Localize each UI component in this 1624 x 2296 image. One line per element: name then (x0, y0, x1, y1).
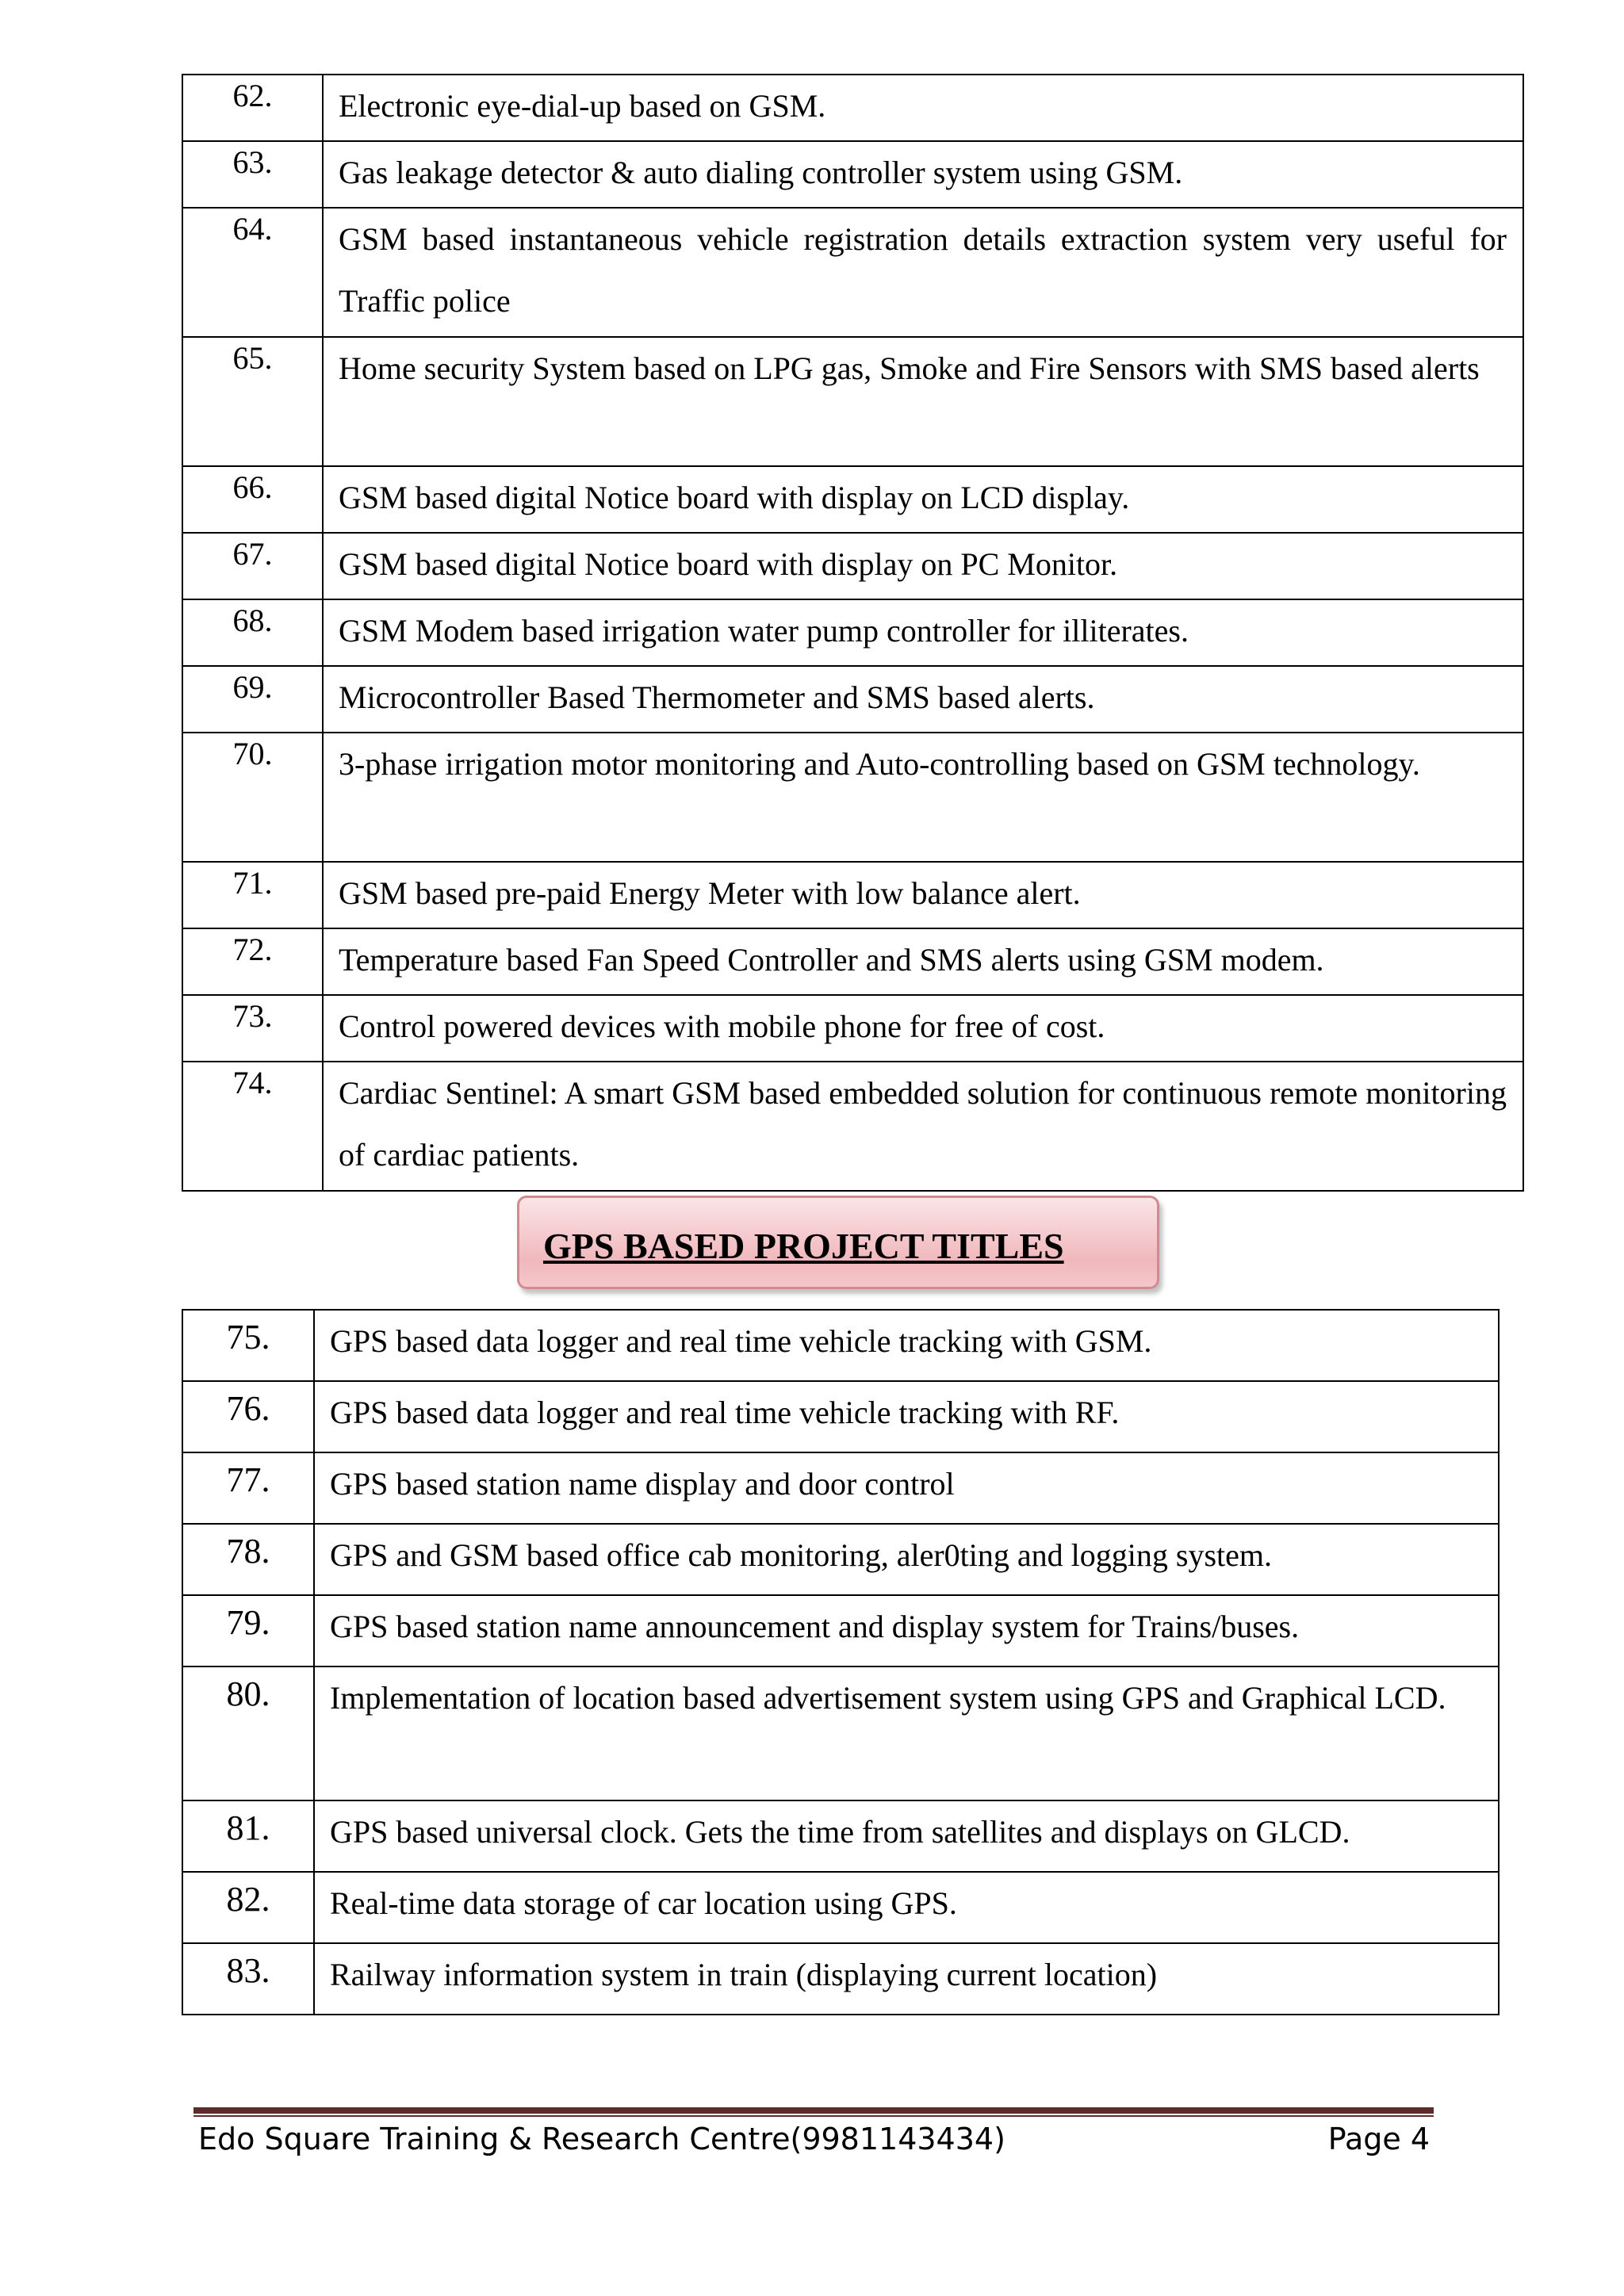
project-title: Electronic eye-dial-up based on GSM. (323, 75, 1523, 141)
table-row (182, 1381, 1499, 1452)
table-row (182, 337, 1523, 466)
row-number: 79. (182, 1595, 314, 1667)
project-title: Real-time data storage of car location using GPS. (314, 1872, 1499, 1943)
row-number: 68. (182, 599, 323, 666)
project-title: Railway information system in train (displaying current location) (314, 1943, 1499, 2015)
project-title: GPS and GSM based office cab monitoring, aler0ting and logging system. (314, 1524, 1499, 1595)
table-row (182, 666, 1523, 733)
row-number: 81. (182, 1800, 314, 1872)
row-number: 65. (182, 337, 323, 466)
row-number: 64. (182, 208, 323, 337)
row-number: 72. (182, 928, 323, 995)
project-title: GPS based station name announcement and display system for Trains/buses. (314, 1595, 1499, 1667)
project-title: Control powered devices with mobile phone for free of cost. (323, 995, 1523, 1062)
row-number: 76. (182, 1381, 314, 1452)
project-title: Home security System based on LPG gas, Smoke and Fire Sensors with SMS based alerts (323, 337, 1523, 466)
project-title: Temperature based Fan Speed Controller and SMS alerts using GSM modem. (323, 928, 1523, 995)
footer-divider (193, 2107, 1434, 2114)
project-title: GPS based station name display and door control (314, 1452, 1499, 1524)
table-row (182, 1062, 1523, 1191)
table-row (182, 1943, 1499, 2015)
table-row (182, 1872, 1499, 1943)
table-row (182, 1800, 1499, 1872)
project-title: Implementation of location based advertisement system using GPS and Graphical LCD. (314, 1667, 1499, 1800)
footer-divider-thin (193, 2115, 1434, 2117)
project-title: GSM based digital Notice board with display on PC Monitor. (323, 533, 1523, 599)
table-row (182, 1595, 1499, 1667)
table-row (182, 599, 1523, 666)
project-title: Cardiac Sentinel: A smart GSM based embedded solution for continuous remote monitoring of cardiac patients. (323, 1062, 1523, 1191)
table-row (182, 928, 1523, 995)
table-row (182, 1310, 1499, 1381)
row-number: 66. (182, 466, 323, 533)
table-row (182, 733, 1523, 862)
row-number: 82. (182, 1872, 314, 1943)
table-row (182, 995, 1523, 1062)
section-heading-text: GPS BASED PROJECT TITLES (543, 1226, 1064, 1266)
project-title: Microcontroller Based Thermometer and SMS based alerts. (323, 666, 1523, 733)
row-number: 83. (182, 1943, 314, 2015)
table-row (182, 533, 1523, 599)
project-title: 3-phase irrigation motor monitoring and Auto-controlling based on GSM technology. (323, 733, 1523, 862)
project-title: GPS based data logger and real time vehicle tracking with RF. (314, 1381, 1499, 1452)
project-title: GSM based pre-paid Energy Meter with low balance alert. (323, 862, 1523, 928)
table-row (182, 1667, 1499, 1800)
row-number: 77. (182, 1452, 314, 1524)
row-number: 63. (182, 141, 323, 208)
row-number: 75. (182, 1310, 314, 1381)
table-row (182, 1452, 1499, 1524)
row-number: 74. (182, 1062, 323, 1191)
row-number: 80. (182, 1667, 314, 1800)
page-number: Page 4 (1327, 2122, 1430, 2156)
row-number: 73. (182, 995, 323, 1062)
project-title: GSM Modem based irrigation water pump controller for illiterates. (323, 599, 1523, 666)
row-number: 62. (182, 75, 323, 141)
table-row (182, 466, 1523, 533)
row-number: 70. (182, 733, 323, 862)
project-title: GPS based universal clock. Gets the time from satellites and displays on GLCD. (314, 1800, 1499, 1872)
row-number: 69. (182, 666, 323, 733)
table-row (182, 862, 1523, 928)
project-title: GSM based digital Notice board with display on LCD display. (323, 466, 1523, 533)
project-title: GSM based instantaneous vehicle registration details extraction system very useful for Traffic police (323, 208, 1523, 337)
table-row (182, 75, 1523, 141)
table-row (182, 208, 1523, 337)
gsm-project-table (182, 74, 1524, 1192)
footer-organization: Edo Square Training & Research Centre(9981143434) (198, 2122, 1005, 2156)
project-title: GPS based data logger and real time vehicle tracking with GSM. (314, 1310, 1499, 1381)
gps-section-heading (517, 1196, 1159, 1289)
row-number: 67. (182, 533, 323, 599)
gps-project-table (182, 1309, 1500, 2015)
project-title: Gas leakage detector & auto dialing controller system using GSM. (323, 141, 1523, 208)
row-number: 71. (182, 862, 323, 928)
table-row (182, 1524, 1499, 1595)
row-number: 78. (182, 1524, 314, 1595)
table-row (182, 141, 1523, 208)
